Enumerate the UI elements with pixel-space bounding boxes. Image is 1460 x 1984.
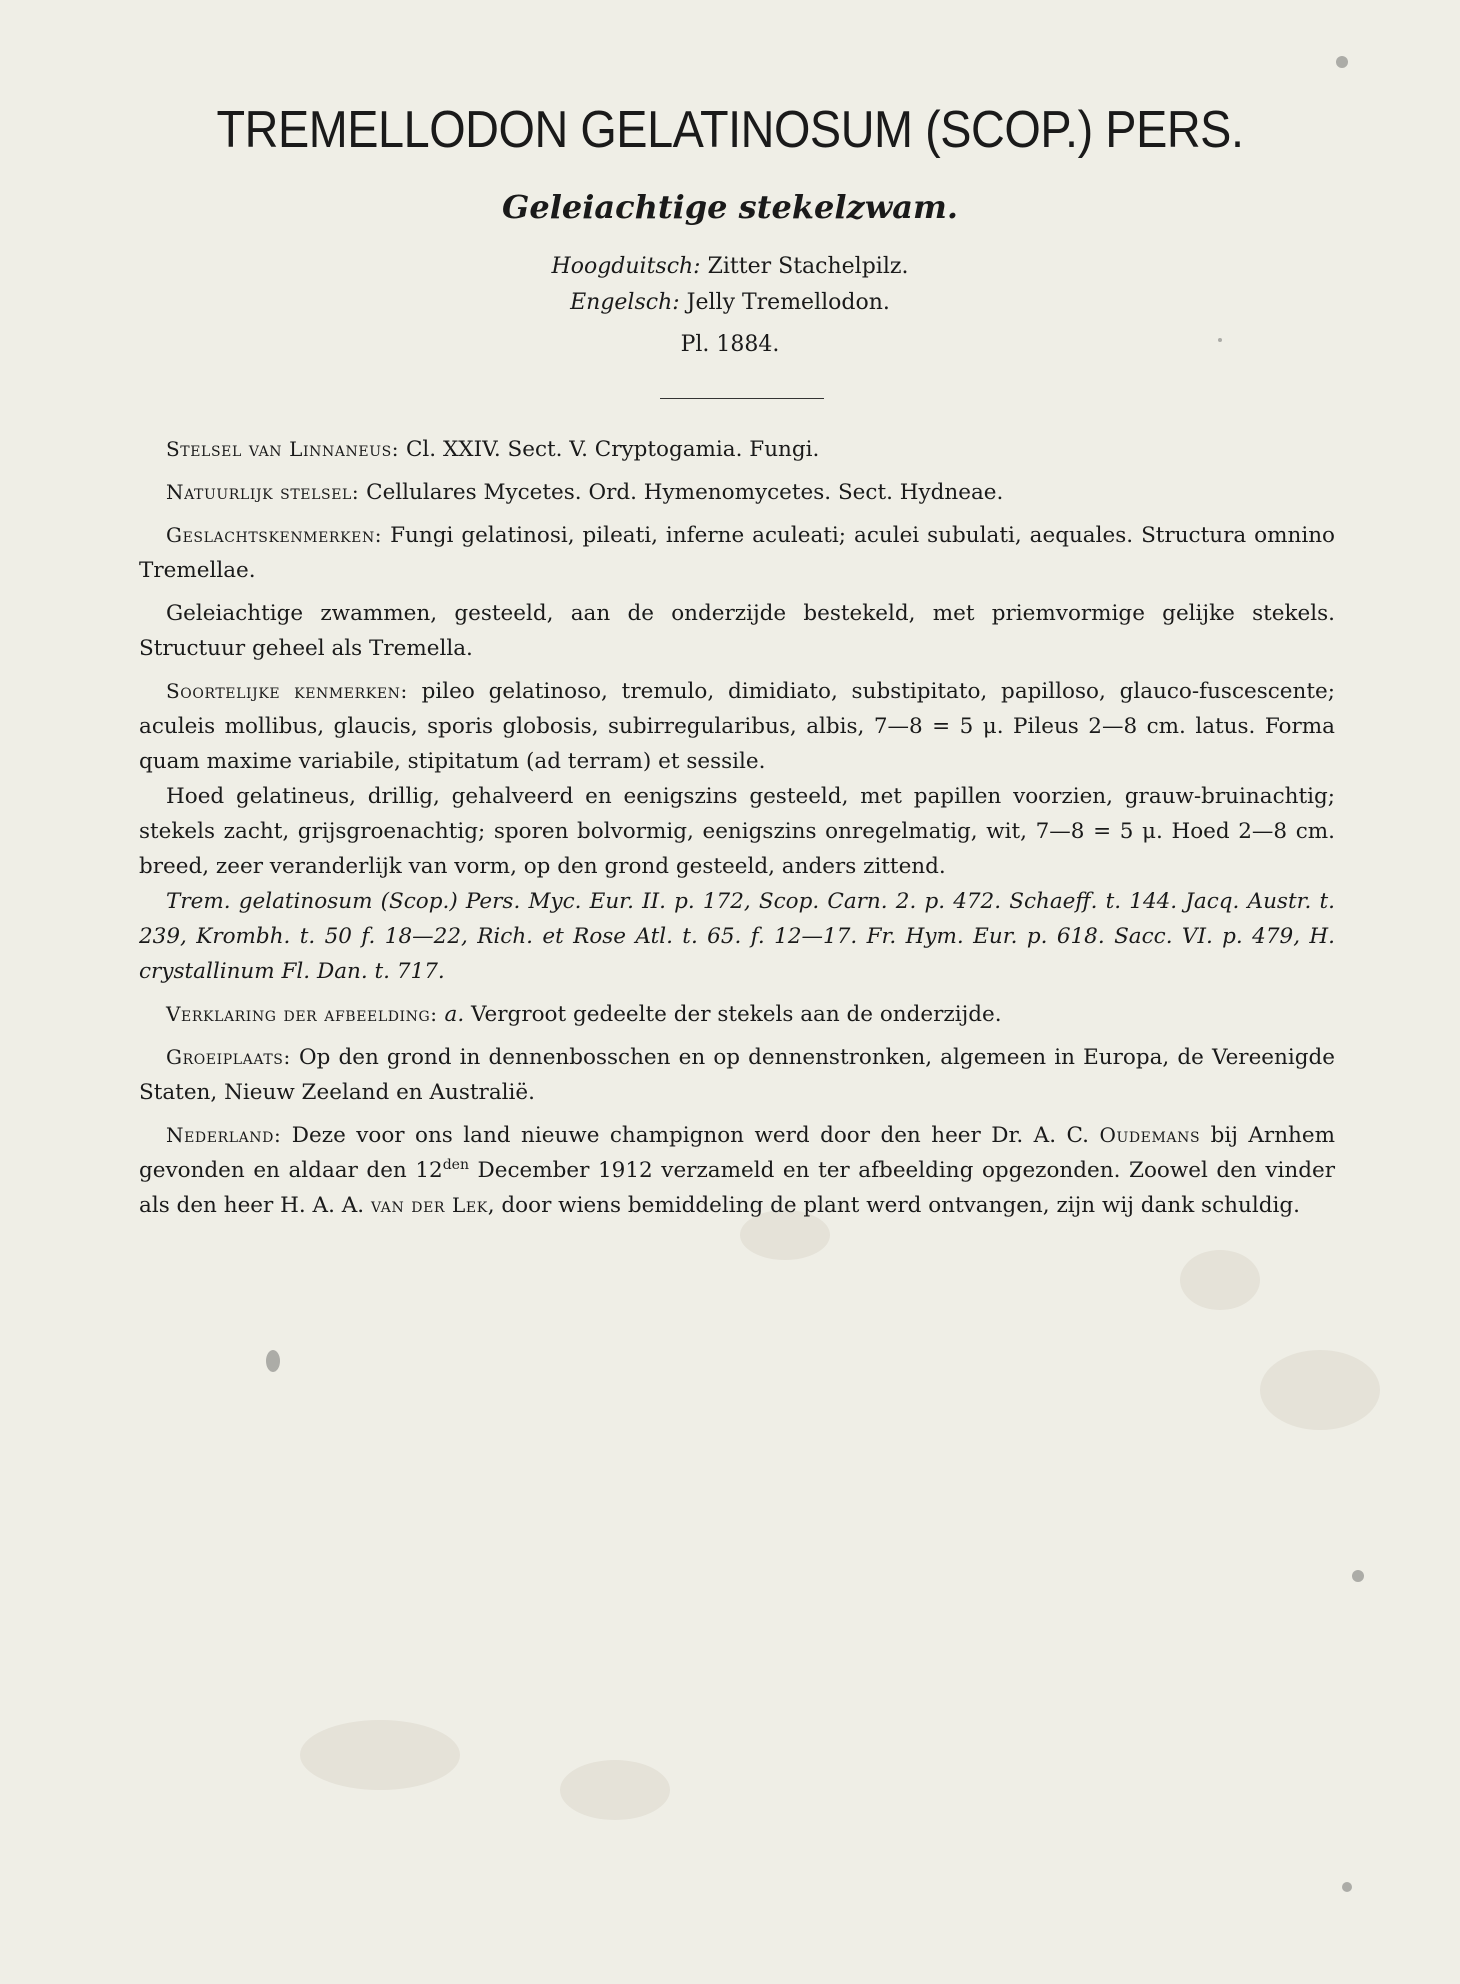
person-name: Oudemans <box>1099 1123 1201 1147</box>
page-title: TREMELLODON GELATINOSUM (SCOP.) PERS. <box>216 101 1244 159</box>
section-label: Soortelijke kenmerken: <box>166 679 408 703</box>
section-label: Nederland: <box>166 1123 282 1147</box>
genus-section <box>139 518 1335 588</box>
references-paragraph: Trem. gelatinosum (Scop.) Pers. Myc. Eur. II. p. 172, Scop. Carn. 2. p. 472. Schaeff. t. 144. Jacq. Austr. t. 239, Krombh. t. 50 f. 18—22, Rich. et Rose Atl. t. 65. f. 12—17. Fr. Hym. Eur. p. 618. Sacc. VI. p. 479, H. crystallinum Fl. Dan. t. 717. <box>139 889 1335 984</box>
english-name-line <box>0 290 1460 315</box>
divider <box>660 398 824 399</box>
linnaeus-section <box>139 432 1335 467</box>
person-name: van der Lek <box>370 1193 488 1217</box>
section-text: Cellulares Mycetes. Ord. Hymenomycetes. Sect. Hydneae. <box>366 480 1004 505</box>
figure-letter: a. <box>444 1002 465 1027</box>
section-text: December 1912 verzameld en ter afbeelding opgezonden. Zoowel den vinder als den heer H. A. A. <box>139 1158 1335 1218</box>
ordinal-suffix: den <box>442 1156 469 1173</box>
section-text: Deze voor ons land nieuwe champignon werd door den heer Dr. A. C. <box>291 1123 1089 1148</box>
paper-stain <box>1180 1250 1260 1310</box>
dutch-common-name: Geleiachtige stekelzwam. <box>502 188 958 226</box>
paper-speck <box>1352 1570 1364 1582</box>
english-name: Jelly Tremellodon. <box>686 290 890 315</box>
section-text: Vergroot gedeelte der stekels aan de onderzijde. <box>471 1002 1002 1027</box>
paper-stain <box>560 1760 670 1820</box>
paper-speck <box>1336 56 1348 68</box>
genus-dutch-paragraph: Geleiachtige zwammen, gesteeld, aan de onderzijde bestekeld, met priemvormige gelijke stekels. Structuur geheel als Tremella. <box>139 601 1335 661</box>
plate-number: Pl. 1884. <box>680 332 780 357</box>
explanation-section <box>139 997 1335 1032</box>
section-text: bij Arnhem gevonden en aldaar den 12 <box>139 1123 1335 1183</box>
section-text: pileo gelatinoso, tremulo, dimidiato, substipitato, papilloso, glauco-fuscescente; aculeis mollibus, glaucis, sporis globosis, subirregularibus, albis, 7—8 = 5 μ. Pileus 2—8 cm. latus. Forma quam maxime variabile, stipitatum (ad terram) et sessile. <box>139 679 1335 774</box>
german-name-line <box>0 254 1460 279</box>
document-body <box>139 432 1335 1223</box>
section-label: Natuurlijk stelsel: <box>166 480 360 504</box>
section-text: Op den grond in dennenbosschen en op dennenstronken, algemeen in Europa, de Vereenigde Staten, Nieuw Zeeland en Australië. <box>139 1045 1335 1105</box>
section-label: Stelsel van Linnaneus: <box>166 437 400 461</box>
english-label: Engelsch: <box>570 290 680 315</box>
paper-speck <box>1342 1882 1352 1892</box>
german-name: Zitter Stachelpilz. <box>707 254 909 279</box>
section-label: Verklaring der afbeelding: <box>166 1002 438 1026</box>
species-dutch-paragraph: Hoed gelatineus, drillig, gehalveerd en eenigszins gesteeld, met papillen voorzien, grauw-bruinachtig; stekels zacht, grijsgroenachtig; sporen bolvormig, eenigszins onregelmatig, wit, 7—8 = 5 μ. Hoed 2—8 cm. breed, zeer veranderlijk van vorm, op den grond gesteeld, anders zittend. <box>139 784 1335 879</box>
paper-stain <box>1260 1350 1380 1430</box>
section-label: Groeiplaats: <box>166 1045 291 1069</box>
section-text: Fungi gelatinosi, pileati, inferne aculeati; aculei subulati, aequales. Structura omnino Tremellae. <box>139 523 1336 583</box>
habitat-section <box>139 1040 1335 1110</box>
species-section <box>139 674 1335 779</box>
natural-system-section <box>139 475 1335 510</box>
german-label: Hoogduitsch: <box>551 254 701 279</box>
section-text: , door wiens bemiddeling de plant werd ontvangen, zijn wij dank schuldig. <box>487 1193 1300 1218</box>
section-text: Cl. XXIV. Sect. V. Cryptogamia. Fungi. <box>405 437 820 462</box>
paper-stain <box>300 1720 460 1790</box>
section-label: Geslachtskenmerken: <box>166 523 383 547</box>
paper-speck <box>266 1350 280 1372</box>
netherlands-section <box>139 1118 1335 1223</box>
